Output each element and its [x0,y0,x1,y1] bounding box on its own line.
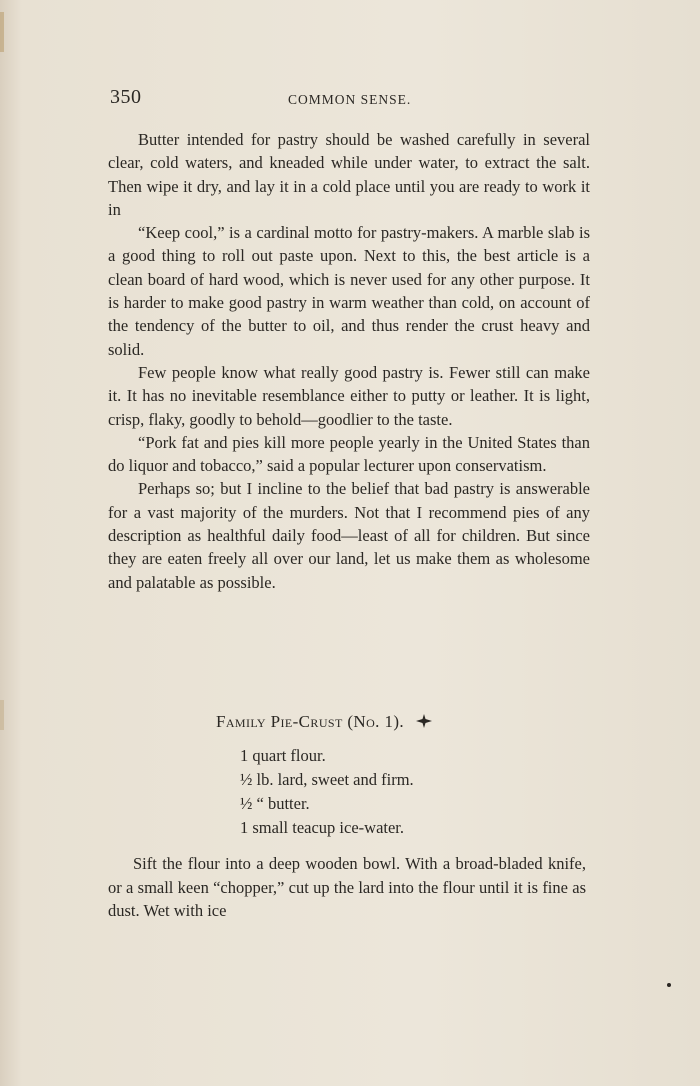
recipe-title-text: Family Pie-Crust (No. 1). [216,712,405,731]
running-head: COMMON SENSE. [288,92,412,107]
paragraph: Butter intended for pastry should be washed carefully in several clear, cold waters, and kneaded while under water, to extract the salt. Then wipe it dry, and lay it in a cold place until you are ready to work it in [108,130,590,219]
instructions-paragraph: Sift the flour into a deep wooden bowl. With a broad-bladed knife, or a small keen “chopper,” cut up the lard into the flour until it is fine as dust. Wet with ice [108,854,586,920]
body-text [108,128,590,594]
ingredient-item: 1 quart flour. [240,746,326,765]
recipe-title [216,712,433,734]
paragraph: “Pork fat and pies kill more people yearly in the United States than do liquor and tobacco,” said a popular lecturer upon conservatism. [108,432,590,476]
recipe-instructions [108,852,586,923]
ingredient-item: 1 small teacup ice-water. [240,818,405,837]
page-edge-stain [0,12,4,52]
ink-speck [667,983,671,987]
page-header [110,86,590,116]
cross-icon [415,713,433,734]
paragraph: Perhaps so; but I incline to the belief that bad pastry is answerable for a vast majority of the murders. Not that I recommend pies of any description as healthful daily food—least of all for children. But since they are eaten freely all over our land, let us make them as wholesome and palatable as possible. [108,479,590,592]
ingredient-item: ½ “ butter. [240,794,310,813]
page-number: 350 [110,86,142,108]
page-edge-stain [0,700,4,730]
paragraph: Few people know what really good pastry is. Fewer still can make it. It has no inevitable resemblance either to putty or leather. It is light, crisp, flaky, goodly to behold—goodlier to the taste. [108,362,590,429]
paragraph: “Keep cool,” is a cardinal motto for pastry-makers. A marble slab is a good thing to roll out paste upon. Next to this, the best article is a clean board of hard wood, which is never used for any other purpose. It is harder to make good pastry in warm weather than cold, on account of the tendency of the butter to oil, and thus render the crust heavy and solid. [108,223,590,359]
ingredient-list [240,744,414,840]
ingredient-item: ½ lb. lard, sweet and firm. [240,770,414,789]
